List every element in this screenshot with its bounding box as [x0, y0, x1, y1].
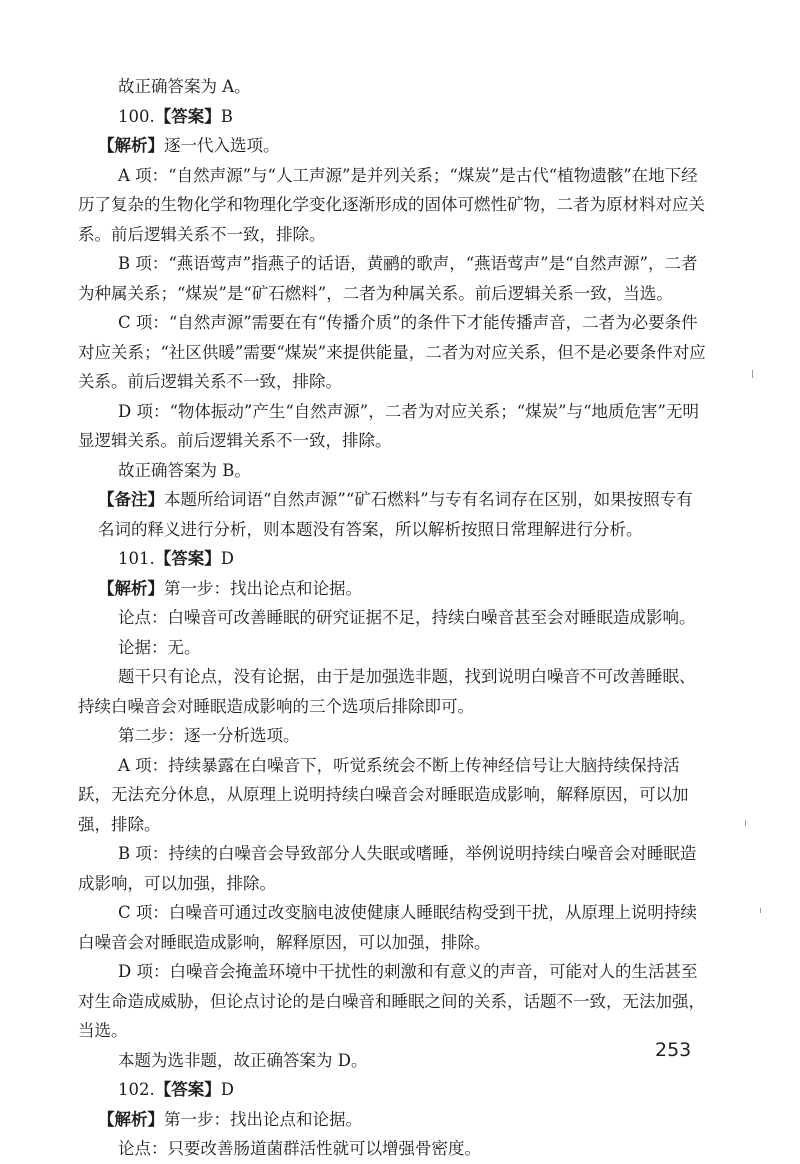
- paragraph: B 项：“燕语莺声”指燕子的话语，黄鹂的歌声，“燕语莺声”是“自然声源”，二者为种属关系；“煤炭”是“矿石燃料”，二者为种属关系。前后逻辑关系一致，当选。: [78, 254, 698, 303]
- question-number: 100.: [118, 106, 155, 126]
- paragraph: C 项：白噪音可通过改变脑电波使健康人睡眠结构受到干扰，从原理上说明持续白噪音会对睡眠造成影响，解释原因，可以加强，排除。: [78, 903, 697, 952]
- paragraph: B 项：持续的白噪音会导致部分人失眠或嗜睡，举例说明持续白噪音会对睡眠造成影响，可以加强，排除。: [78, 844, 697, 893]
- paragraph: 论据：无。: [118, 637, 201, 657]
- paragraph-text: 逐一代入选项。: [164, 136, 280, 155]
- answer-line: [118, 102, 708, 132]
- answer-value: B: [220, 106, 233, 126]
- answer-line: [118, 1075, 708, 1105]
- section-tag: 【备注】: [98, 490, 164, 509]
- paragraph: C 项：“自然声源”需要在有“传播介质”的条件下才能传播声音，二者为必要条件对应关系；“社区供暖”需要“煤炭”来提供能量，二者为对应关系，但不是必要条件对应关系。前后逻辑关系不一致，排除。: [78, 313, 706, 391]
- paragraph: A 项：持续暴露在白噪音下，听觉系统会不断上传神经信号让大脑持续保持活跃，无法充分休息，从原理上说明持续白噪音会对睡眠造成影响，解释原因，可以加强，排除。: [78, 755, 689, 834]
- question-number: 101.: [118, 549, 155, 568]
- answer-value: D: [220, 549, 234, 568]
- answer-tag: 【答案】: [154, 106, 221, 126]
- page-number: 253: [655, 1039, 692, 1061]
- paragraph: 本题为选非题，故正确答案为 D。: [118, 1050, 368, 1070]
- labeled-paragraph: [98, 131, 708, 161]
- labeled-paragraph: [98, 574, 708, 604]
- paragraph: 故正确答案为 A。: [118, 77, 251, 96]
- labeled-paragraph: [98, 1105, 708, 1135]
- section-tag: 【解析】: [98, 136, 164, 155]
- section-tag: 【解析】: [98, 578, 164, 598]
- paragraph-text: 第一步：找出论点和论据。: [164, 1109, 362, 1129]
- answer-value: D: [220, 1080, 234, 1099]
- paragraph: 题干只有论点，没有论据，由于是加强选非题，找到说明白噪音不可改善睡眠、持续白噪音会对睡眠造成影响的三个选项后排除即可。: [78, 667, 696, 716]
- paragraph: D 项：“物体振动”产生“自然声源”，二者为对应关系；“煤炭”与“地质危害”无明显逻辑关系。前后逻辑关系不一致，排除。: [78, 401, 699, 450]
- page-body: [78, 72, 708, 1164]
- answer-tag: 【答案】: [154, 1080, 221, 1099]
- section-tag: 【解析】: [98, 1109, 164, 1129]
- paragraph: 故正确答案为 B。: [118, 460, 251, 480]
- paragraph-text: 第一步：找出论点和论据。: [164, 578, 362, 598]
- paragraph: D 项：白噪音会掩盖环境中干扰性的刺激和有意义的声音，可能对人的生活甚至对生命造成威胁，但论点讨论的是白噪音和睡眠之间的关系，话题不一致，无法加强，当选。: [78, 962, 705, 1040]
- answer-line: [118, 544, 708, 574]
- paragraph: 论点：只要改善肠道菌群活性就可以增强骨密度。: [118, 1139, 481, 1158]
- paragraph: 第二步：逐一分析选项。: [118, 726, 300, 745]
- question-number: 102.: [118, 1080, 155, 1099]
- paragraph-text: 本题所给词语“自然声源”“矿石燃料”与专有名词存在区别，如果按照专有名词的释义进行分析，则本题没有答案，所以解析按照日常理解进行分析。: [98, 490, 693, 539]
- answer-tag: 【答案】: [154, 549, 221, 568]
- paragraph: A 项：“自然声源”与“人工声源”是并列关系；“煤炭”是古代“植物遗骸”在地下经历了复杂的生物化学和物理化学变化逐渐形成的固体可燃性矿物，二者为原材料对应关系。前后逻辑关系不一致，排除。: [78, 165, 705, 244]
- labeled-paragraph: [98, 485, 708, 544]
- paragraph: 论点：白噪音可改善睡眠的研究证据不足，持续白噪音甚至会对睡眠造成影响。: [118, 608, 696, 627]
